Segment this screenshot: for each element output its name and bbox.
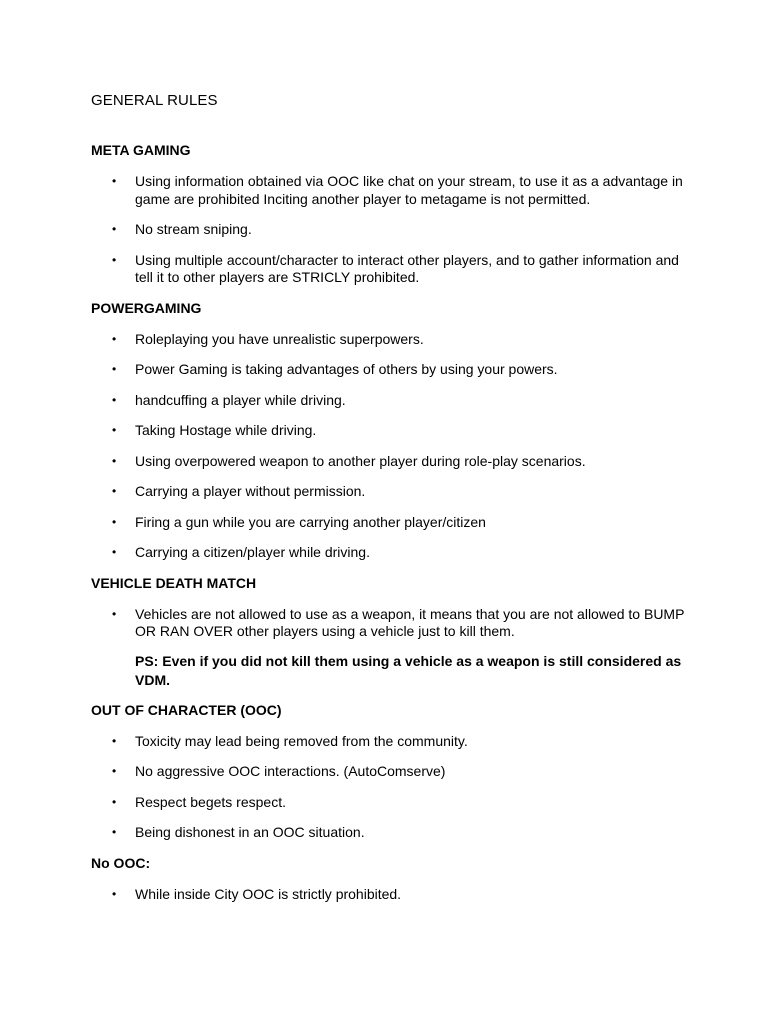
rule-list — [91, 733, 688, 842]
rule-text: Firing a gun while you are carrying another player/citizen — [135, 513, 486, 530]
bullet-icon: • — [112, 606, 117, 621]
rule-item — [91, 361, 688, 379]
bullet-icon: • — [112, 252, 117, 267]
section-meta-gaming — [91, 142, 688, 287]
section-no-ooc — [91, 855, 688, 904]
rule-item — [91, 252, 688, 287]
vdm-note: PS: Even if you did not kill them using a vehicle as a weapon is still considered as VDM. — [135, 652, 682, 688]
rule-text: Toxicity may lead being removed from the community. — [135, 732, 468, 749]
bullet-icon: • — [112, 362, 117, 376]
section-out-of-character — [91, 702, 688, 842]
rule-item — [91, 763, 688, 781]
rule-text: Carrying a player without permission. — [135, 483, 366, 499]
rule-text: Carrying a citizen/player while driving. — [135, 544, 370, 560]
rule-item — [91, 483, 688, 501]
bullet-icon: • — [112, 484, 117, 498]
section-vehicle-death-match — [91, 575, 688, 690]
rule-list — [91, 606, 688, 641]
rule-text: Roleplaying you have unrealistic superpowers. — [135, 330, 424, 347]
rule-item — [91, 544, 688, 562]
rule-text: No aggressive OOC interactions. (AutoComserve) — [135, 763, 446, 779]
rule-text: While inside City OOC is strictly prohibited. — [135, 885, 402, 902]
rule-item — [91, 606, 688, 641]
rule-text: Using overpowered weapon to another player during role-play scenarios. — [135, 452, 586, 469]
bullet-icon: • — [112, 222, 117, 236]
section-powergaming — [91, 300, 688, 562]
section-heading: No OOC: — [91, 854, 151, 871]
rule-item — [91, 331, 688, 349]
rule-text: handcuffing a player while driving. — [135, 391, 346, 408]
rule-text: Being dishonest in an OOC situation. — [135, 824, 365, 840]
bullet-icon: • — [112, 174, 117, 188]
bullet-icon: • — [112, 794, 117, 809]
rule-text: Using multiple account/character to interact other players, and to gather information and tell it to other players are STRICLY prohibited. — [135, 251, 679, 285]
rule-text: Using information obtained via OOC like chat on your stream, to use it as a advantage in game are prohibited Inciting another player to metagame is not permitted. — [135, 173, 683, 207]
rule-item — [91, 422, 688, 440]
bullet-icon: • — [112, 423, 117, 437]
rule-text: No stream sniping. — [135, 221, 252, 237]
section-heading: VEHICLE DEATH MATCH — [91, 574, 257, 591]
rule-text: Power Gaming is taking advantages of others by using your powers. — [135, 361, 558, 377]
bullet-icon: • — [112, 331, 117, 346]
bullet-icon: • — [112, 453, 117, 468]
rule-item — [91, 514, 688, 532]
rule-item — [91, 824, 688, 842]
rule-text: Vehicles are not allowed to use as a weapon, it means that you are not allowed to BUMP OR RAN OVER other players using a vehicle just to kill them. — [135, 605, 685, 639]
section-heading: META GAMING — [91, 142, 191, 158]
bullet-icon: • — [112, 764, 117, 778]
rule-item — [91, 221, 688, 239]
rule-item — [91, 453, 688, 471]
rule-item — [91, 733, 688, 751]
rule-item — [91, 794, 688, 812]
rule-list — [91, 331, 688, 562]
bullet-icon: • — [112, 545, 117, 559]
bullet-icon: • — [112, 514, 117, 529]
rule-item — [91, 173, 688, 208]
document-title: GENERAL RULES — [91, 92, 218, 109]
rule-item — [91, 392, 688, 410]
bullet-icon: • — [112, 733, 117, 748]
bullet-icon: • — [112, 392, 117, 407]
rule-list — [91, 886, 688, 904]
section-heading: POWERGAMING — [91, 299, 202, 316]
section-heading: OUT OF CHARACTER (OOC) — [91, 701, 282, 718]
rule-text: Taking Hostage while driving. — [135, 422, 317, 438]
rule-list — [91, 173, 688, 287]
rule-text: Respect begets respect. — [135, 793, 286, 810]
rule-item — [91, 886, 688, 904]
bullet-icon: • — [112, 886, 117, 901]
bullet-icon: • — [112, 825, 117, 839]
